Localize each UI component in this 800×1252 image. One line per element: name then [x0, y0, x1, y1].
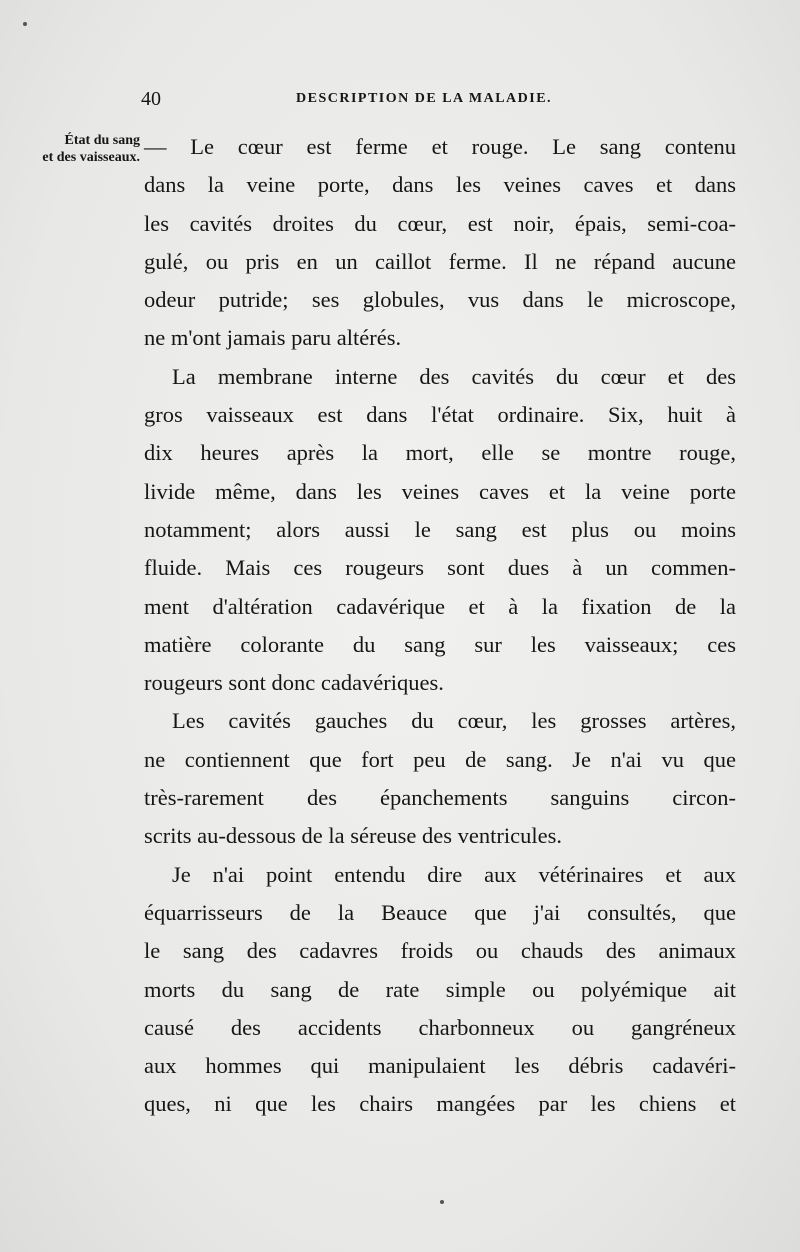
running-title: DESCRIPTION DE LA MALADIE.: [296, 91, 553, 106]
text-line: — Le cœur est ferme et rouge. Le sang contenu: [144, 134, 736, 159]
page-number: 40: [141, 88, 161, 110]
text-line: Les cavités gauches du cœur, les grosses artères,: [172, 708, 736, 734]
text-line: ment d'altération cadavérique et à la fixation de la: [144, 593, 736, 619]
text-line: équarrisseurs de la Beauce que j'ai consultés, que: [144, 899, 736, 925]
text-line: gros vaisseaux est dans l'état ordinaire. Six, huit à: [144, 402, 736, 428]
text-line: morts du sang de rate simple ou polyémique ait: [144, 976, 736, 1002]
text-line: fluide. Mais ces rougeurs sont dues à un commen-: [144, 555, 736, 581]
text-line: le sang des cadavres froids ou chauds des animaux: [144, 938, 736, 964]
speck-mark: [440, 1200, 444, 1204]
text-line: matière colorante du sang sur les vaisseaux; ces: [144, 631, 736, 657]
margin-note: [4, 132, 140, 166]
text-line: livide même, dans les veines caves et la veine porte: [144, 478, 736, 504]
text-line: notamment; alors aussi le sang est plus ou moins: [144, 516, 736, 542]
text-line: ne contiennent que fort peu de sang. Je n'ai vu que: [144, 746, 736, 772]
text-line: très-rarement des épanchements sanguins circon-: [144, 785, 736, 811]
text-line: dans la veine porte, dans les veines caves et dans: [144, 172, 736, 198]
text-line: La membrane interne des cavités du cœur et des: [172, 363, 736, 389]
text-line: ne m'ont jamais paru altérés.: [144, 325, 402, 351]
text-line: causé des accidents charbonneux ou gangréneux: [144, 1014, 736, 1040]
text-line: Je n'ai point entendu dire aux vétérinaires et aux: [172, 861, 736, 887]
text-line: dix heures après la mort, elle se montre rouge,: [144, 440, 736, 466]
text-line: les cavités droites du cœur, est noir, épais, semi-coa-: [144, 210, 736, 236]
body-text: [144, 128, 736, 1124]
margin-note-line-1: État du sang: [64, 133, 140, 148]
margin-note-line-2: et des vaisseaux.: [42, 150, 140, 165]
text-line: scrits au-dessous de la séreuse des ventricules.: [144, 823, 562, 849]
text-line: ques, ni que les chairs mangées par les chiens et: [144, 1091, 736, 1117]
speck-mark: [23, 22, 27, 26]
text-line: gulé, ou pris en un caillot ferme. Il ne répand aucune: [144, 248, 736, 274]
running-head: [141, 88, 741, 118]
text-line: odeur putride; ses globules, vus dans le microscope,: [144, 287, 736, 313]
text-line: aux hommes qui manipulaient les débris cadavéri-: [144, 1053, 736, 1079]
text-line: rougeurs sont donc cadavériques.: [144, 670, 444, 696]
